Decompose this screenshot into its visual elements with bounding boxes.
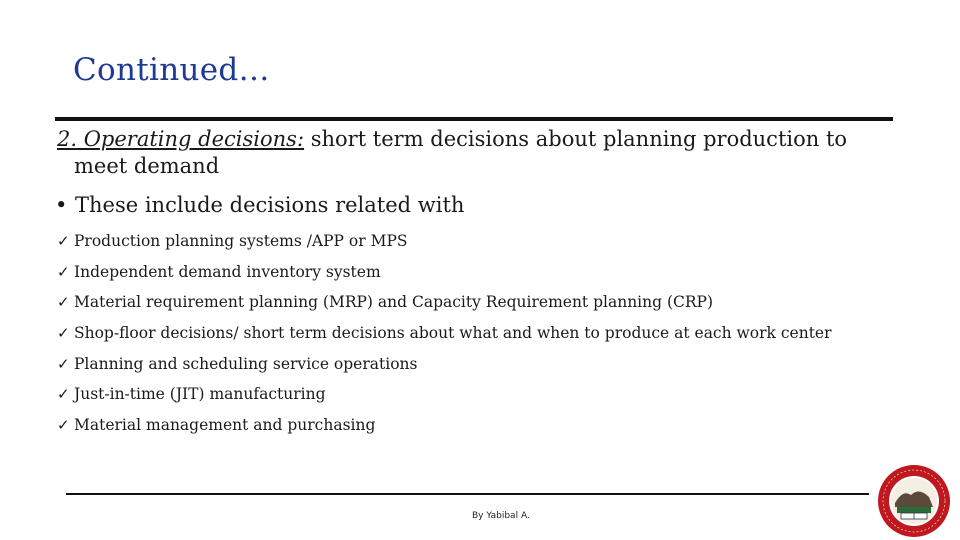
checklist-item-text: Material requirement planning (MRP) and Capacity Requirement planning (CRP) [74,293,714,312]
checkmark-icon: ✓ [57,385,70,404]
checklist-item [57,259,832,290]
checklist [57,228,832,443]
footer-divider [66,493,869,495]
operating-decisions-paragraph [57,126,927,180]
slide-title: Continued… [73,52,270,88]
bullet-icon: • [55,193,68,217]
university-seal-icon [871,463,957,539]
checklist-item-text: Material management and purchasing [74,416,376,435]
operating-decisions-heading: 2. Operating decisions: [57,127,305,151]
checkmark-icon: ✓ [57,354,70,373]
checklist-item [57,412,832,443]
checklist-item [57,320,832,351]
checkmark-icon: ✓ [57,262,70,281]
bullet-item [55,192,464,219]
checkmark-icon: ✓ [57,293,70,312]
checklist-item-text: Independent demand inventory system [74,262,381,281]
title-divider [55,117,893,121]
checkmark-icon: ✓ [57,416,70,435]
checklist-item-text: Production planning systems /APP or MPS [74,232,408,250]
checklist-item [57,381,832,412]
bullet-text: These include decisions related with [75,193,465,217]
checklist-item [57,289,832,320]
operating-decisions-text-cont: meet demand [74,154,220,178]
checkmark-icon: ✓ [57,324,70,343]
checklist-item [57,228,832,259]
checklist-item-text: Just-in-time (JIT) manufacturing [74,385,326,404]
operating-decisions-text: short term decisions about planning production to [304,127,848,151]
checklist-item [57,351,832,382]
checkmark-icon: ✓ [57,232,70,250]
footer-author: By Yabibal A. [472,511,530,521]
checklist-item-text: Shop-floor decisions/ short term decisions about what and when to produce at each work center [74,324,832,343]
checklist-item-text: Planning and scheduling service operations [74,354,418,373]
